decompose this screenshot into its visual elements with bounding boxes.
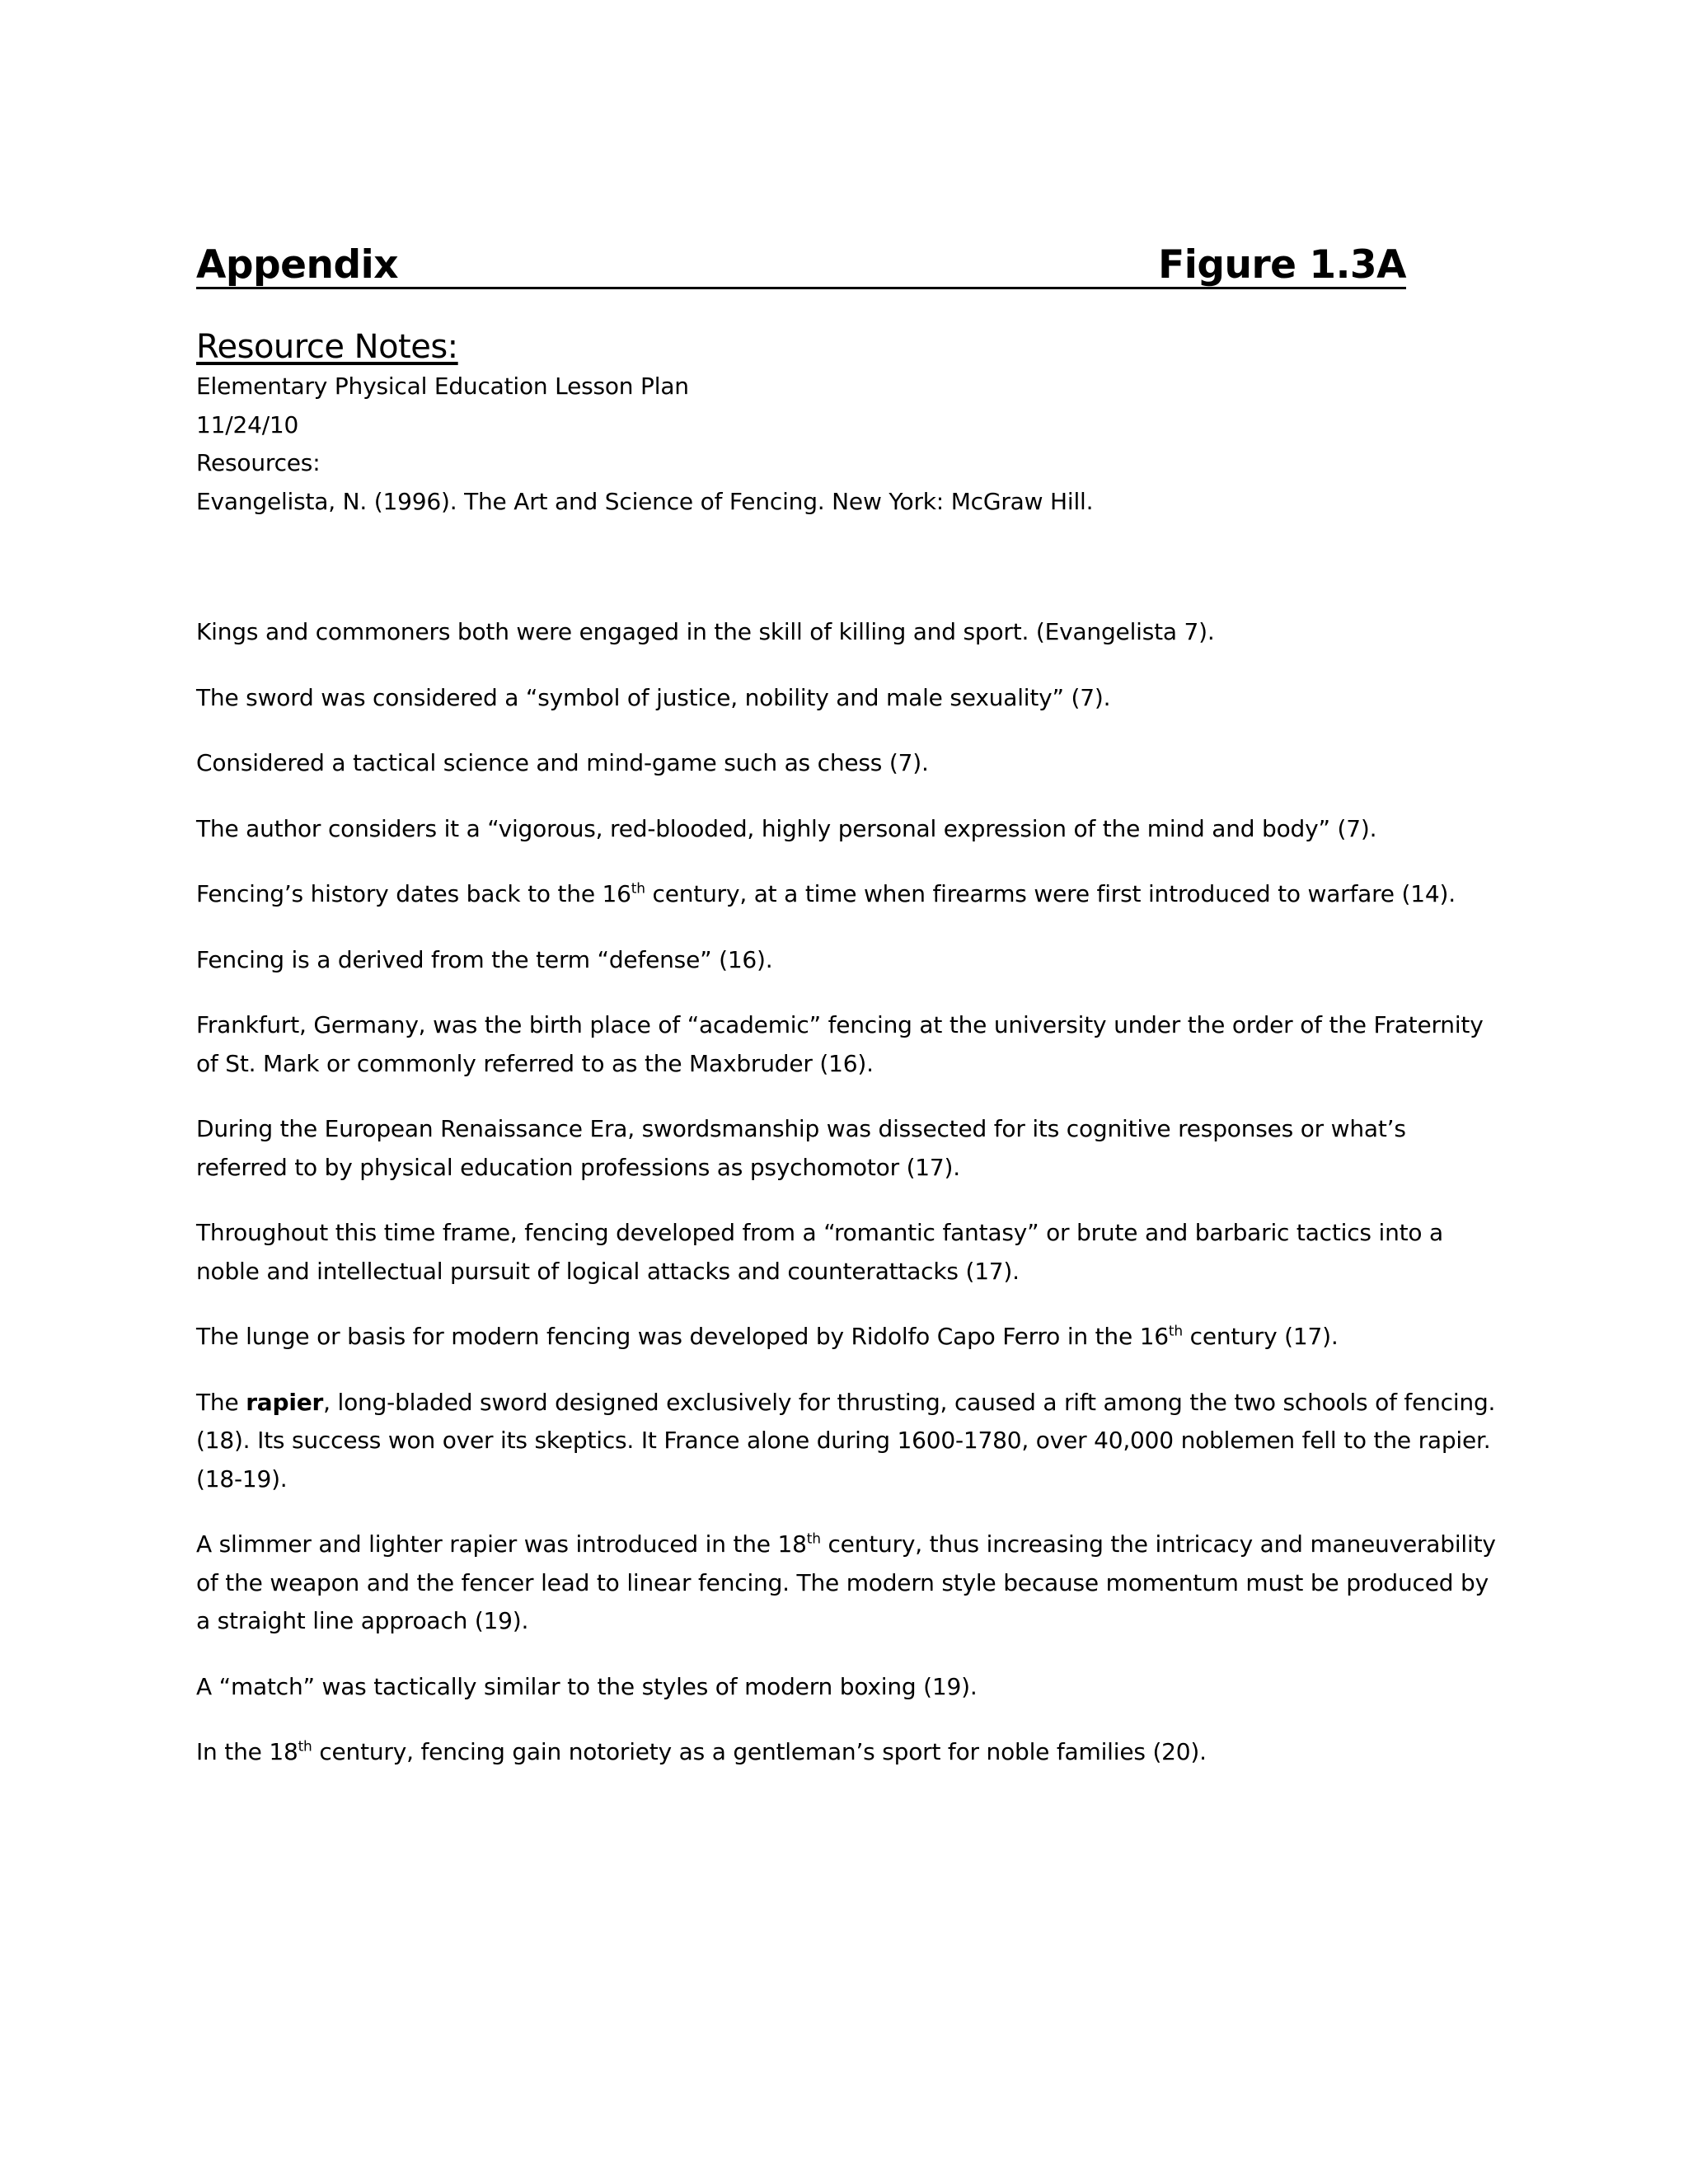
note-paragraph: [196, 875, 1498, 914]
resource-notes-heading: Resource Notes:: [196, 328, 458, 366]
note-text: A slimmer and lighter rapier was introduced in the 18: [196, 1530, 807, 1558]
note-paragraph: Kings and commoners both were engaged in the skill of killing and sport. (Evangelista 7).: [196, 618, 1215, 645]
note-paragraph: During the European Renaissance Era, swordsmanship was dissected for its cognitive responses or what’s referred to by physical education professions as psychomotor (17).: [196, 1115, 1406, 1181]
note-paragraph: The author considers it a “vigorous, red-blooded, highly personal expression of the mind and body” (7).: [196, 814, 1377, 842]
note-bold-term: rapier: [246, 1388, 324, 1416]
appendix-title: Appendix: [196, 242, 399, 288]
note-paragraph: The sword was considered a “symbol of justice, nobility and male sexuality” (7).: [196, 683, 1111, 711]
note-superscript: th: [631, 880, 645, 898]
note-paragraph: [196, 1526, 1498, 1641]
note-paragraph: [196, 1384, 1498, 1499]
notes-list: [196, 613, 1498, 1772]
note-text: The lunge or basis for modern fencing was developed by Ridolfo Capo Ferro in the 16: [196, 1323, 1169, 1350]
note-text: The: [196, 1388, 246, 1416]
note-text: century, fencing gain notoriety as a gentleman’s sport for noble families (20).: [312, 1738, 1207, 1765]
citation: Evangelista, N. (1996). The Art and Science of Fencing. New York: McGraw Hill.: [196, 487, 1094, 515]
lesson-date: 11/24/10: [196, 410, 299, 438]
note-text: century (17).: [1182, 1323, 1339, 1350]
note-paragraph: Considered a tactical science and mind-game such as chess (7).: [196, 749, 929, 776]
note-paragraph: Fencing is a derived from the term “defense” (16).: [196, 945, 773, 973]
note-text: , long-bladed sword designed exclusively for thrusting, caused a rift among the two schools of fencing. (18). Its success won over its skeptics. It France alone during 1600-1780, over 40,000 noblemen fell to the rapier. (18-19).: [196, 1388, 1496, 1493]
note-paragraph: Throughout this time frame, fencing developed from a “romantic fantasy” or brute and barbaric tactics into a noble and intellectual pursuit of logical attacks and counterattacks (17).: [196, 1219, 1443, 1285]
note-superscript: th: [1168, 1323, 1183, 1340]
note-superscript: th: [806, 1530, 821, 1548]
document-page: [196, 239, 1498, 1799]
note-paragraph: [196, 1733, 1498, 1772]
note-paragraph: [196, 1318, 1498, 1357]
note-text: century, thus increasing the intricacy and maneuverability of the weapon and the fencer lead to linear fencing. The modern style because momentum must be produced by a straight line approach (19).: [196, 1530, 1496, 1634]
note-text: century, at a time when firearms were first introduced to warfare (14).: [645, 880, 1456, 907]
note-text: In the 18: [196, 1738, 298, 1765]
note-superscript: th: [298, 1738, 312, 1755]
note-paragraph: Frankfurt, Germany, was the birth place of “academic” fencing at the university under the order of the Fraternity of St. Mark or commonly referred to as the Maxbruder (16).: [196, 1011, 1484, 1077]
resources-label: Resources:: [196, 449, 321, 476]
note-text: Fencing’s history dates back to the 16: [196, 880, 631, 907]
lesson-title: Elementary Physical Education Lesson Plan: [196, 373, 689, 400]
document-meta: [196, 368, 1498, 521]
appendix-header: [196, 239, 1406, 289]
note-paragraph: A “match” was tactically similar to the styles of modern boxing (19).: [196, 1672, 978, 1700]
figure-label: Figure 1.3A: [1158, 242, 1406, 288]
